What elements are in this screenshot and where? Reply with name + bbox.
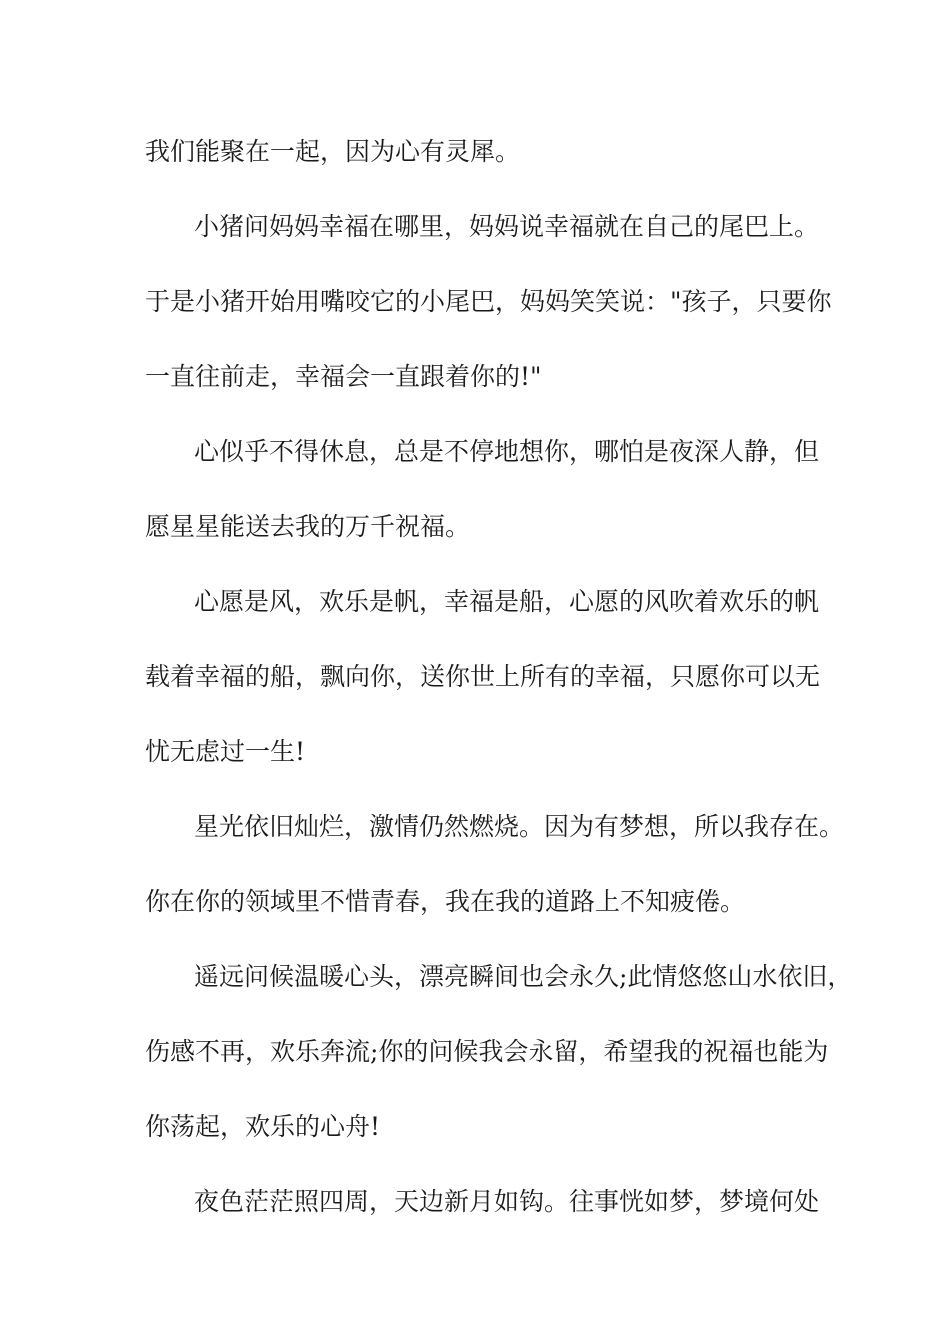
- text-line: 你荡起，欢乐的心舟!: [145, 1112, 381, 1141]
- text-line: 我们能聚在一起，因为心有灵犀。: [145, 137, 521, 166]
- paragraph-first-line: 心似乎不得休息，总是不停地想你，哪怕是夜深人静，但: [194, 437, 820, 466]
- paragraph-first-line: 遥远问候温暖心头，漂亮瞬间也会永久;此情悠悠山水依旧，: [194, 962, 853, 991]
- text-line: 愿星星能送去我的万千祝福。: [145, 512, 471, 541]
- paragraph-first-line: 小猪问妈妈幸福在哪里，妈妈说幸福就在自己的尾巴上。: [194, 212, 820, 241]
- text-line: 载着幸福的船，飘向你，送你世上所有的幸福，只愿你可以无: [145, 662, 821, 691]
- text-line: 一直往前走，幸福会一直跟着你的!": [145, 362, 542, 391]
- text-line: 于是小猪开始用嘴咬它的小尾巴，妈妈笑笑说："孩子，只要你: [145, 287, 832, 316]
- paragraph-first-line: 心愿是风，欢乐是帆，幸福是船，心愿的风吹着欢乐的帆: [194, 587, 820, 616]
- text-line: 你在你的领域里不惜青春，我在我的道路上不知疲倦。: [145, 887, 746, 916]
- paragraph-first-line: 星光依旧灿烂，激情仍然燃烧。因为有梦想，所以我存在。: [194, 812, 845, 841]
- text-line: 忧无虑过一生!: [145, 737, 306, 766]
- text-line: 伤感不再，欢乐奔流;你的问候我会永留，希望我的祝福也能为: [145, 1037, 829, 1066]
- paragraph-first-line: 夜色茫茫照四周，天边新月如钩。往事恍如梦，梦境何处: [194, 1187, 820, 1216]
